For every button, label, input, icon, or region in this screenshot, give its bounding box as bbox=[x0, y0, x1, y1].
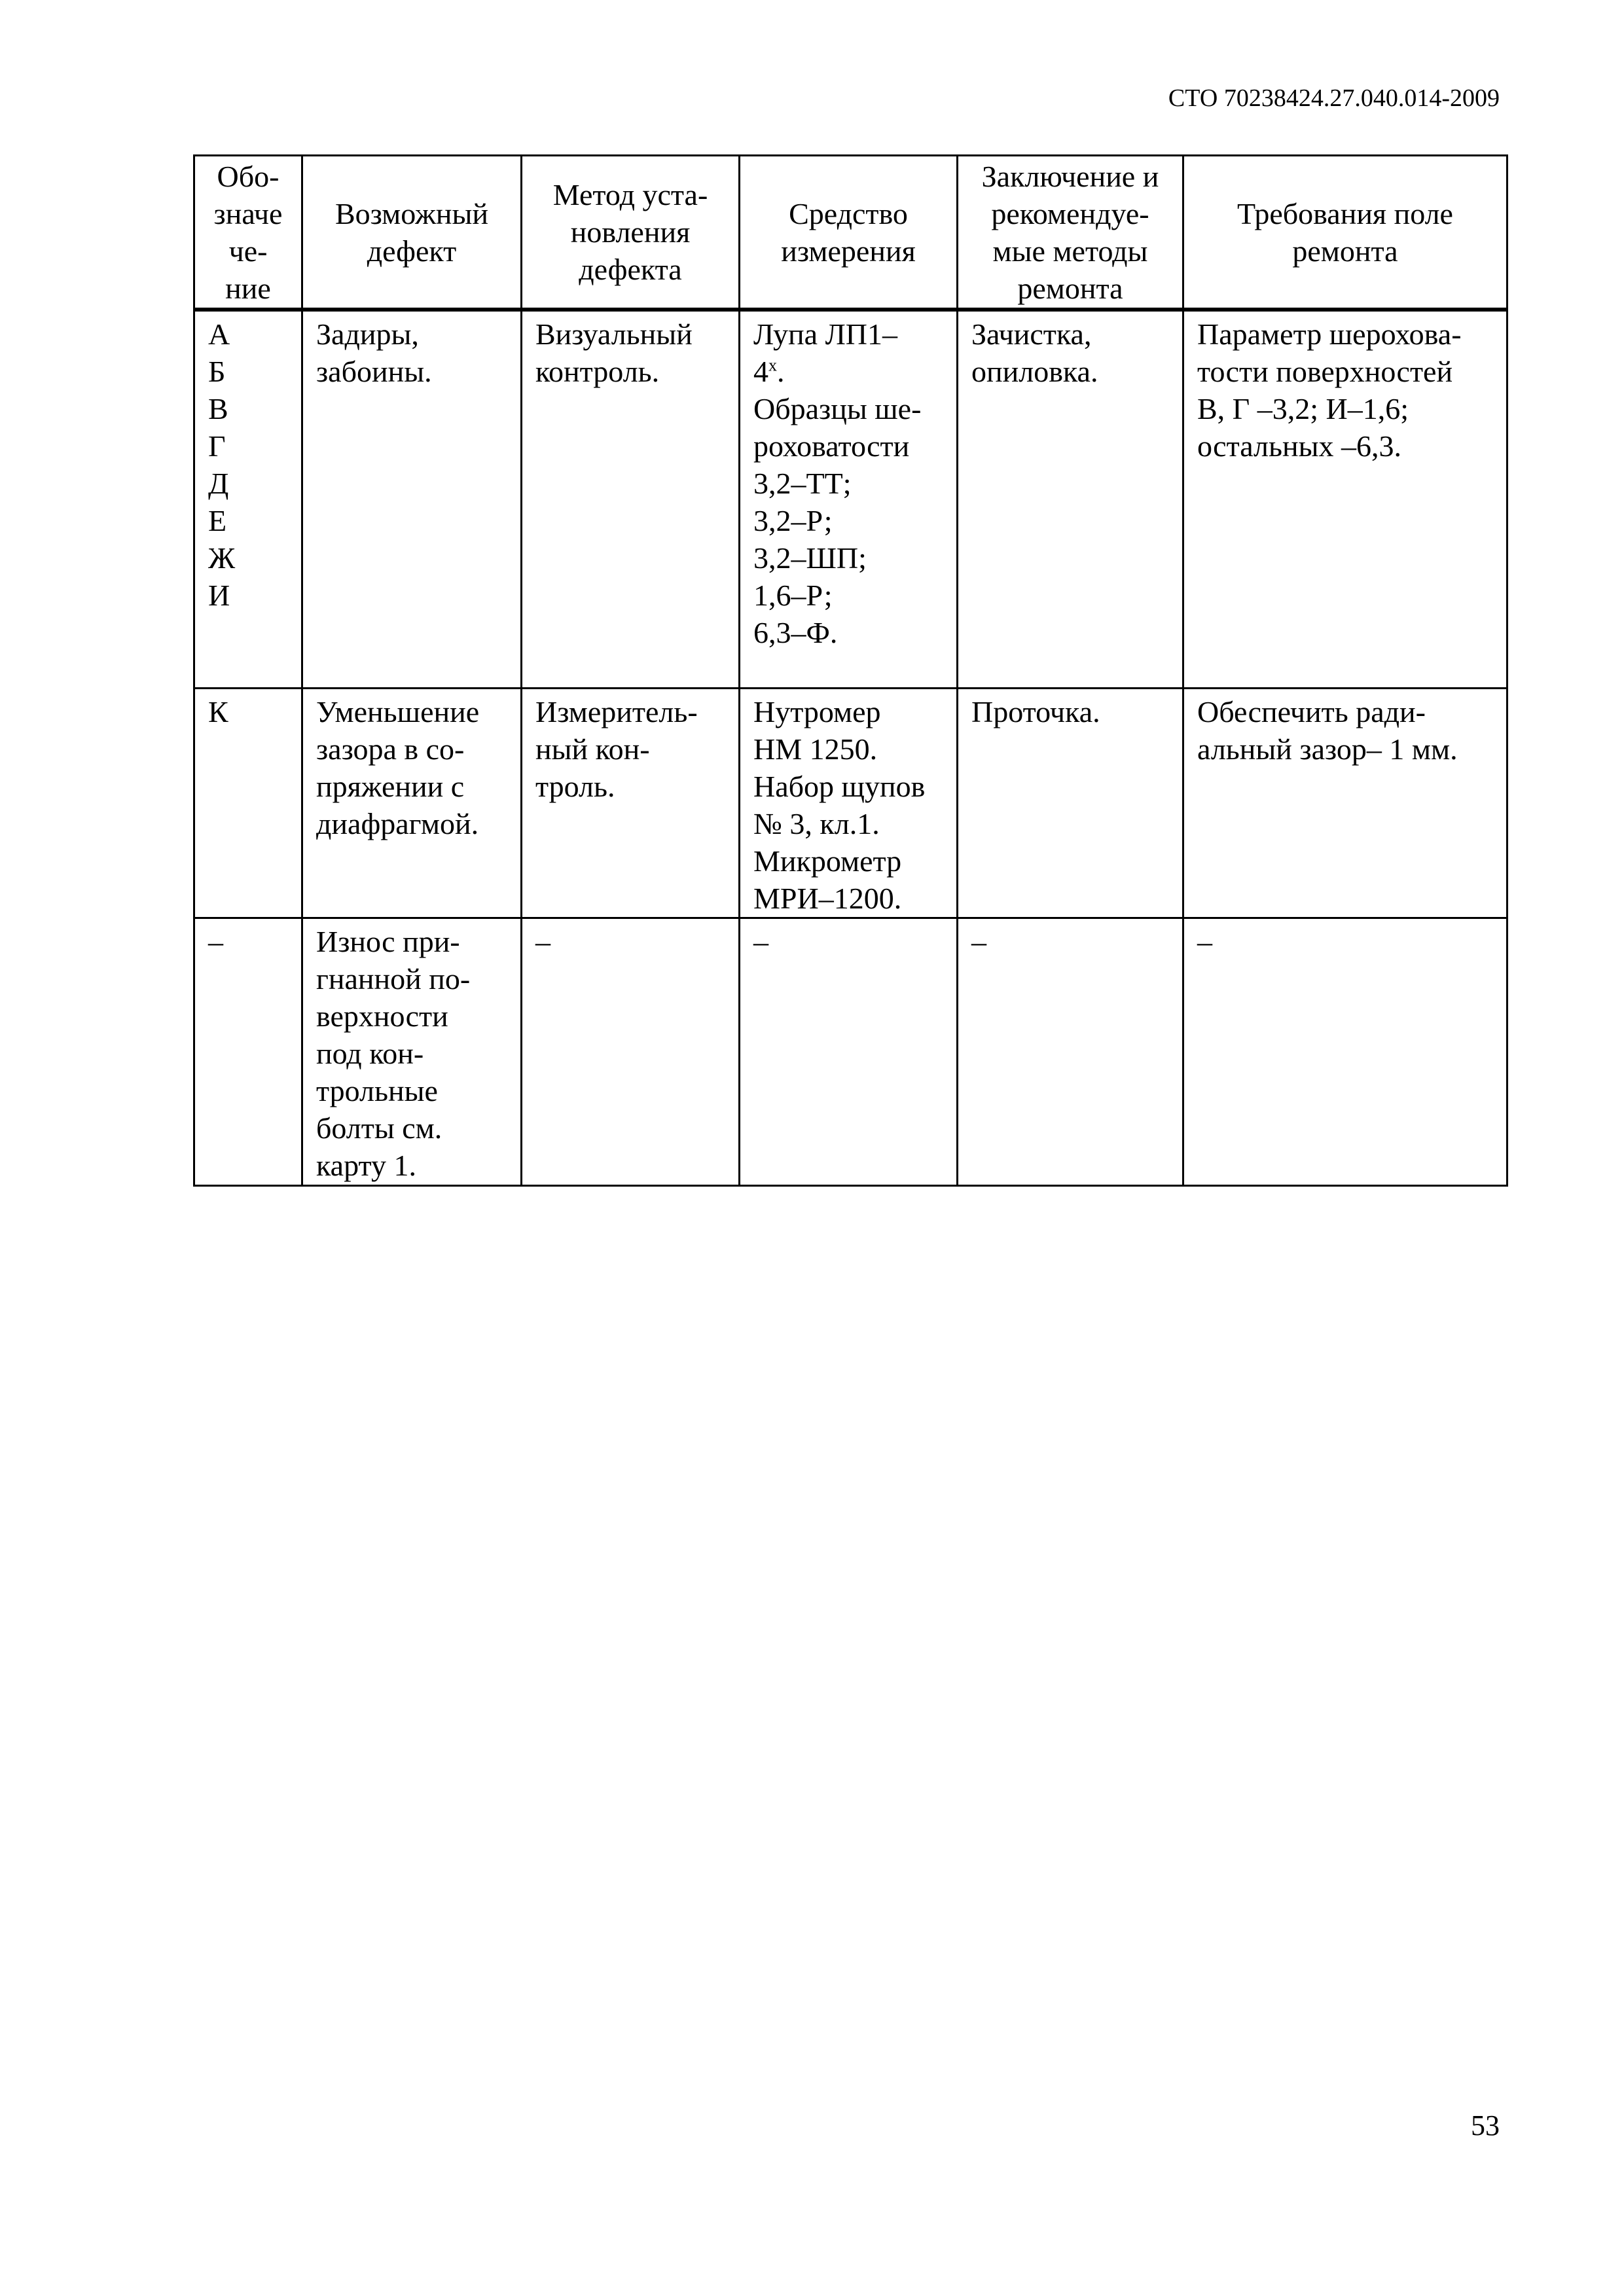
cell-repair: Проточка. bbox=[958, 689, 1183, 918]
cell-designation: К bbox=[194, 689, 302, 918]
table-row bbox=[194, 918, 1507, 1186]
cell-requirements: Обеспечить ради- альный зазор– 1 мм. bbox=[1183, 689, 1507, 918]
cell-defect: Износ при- гнанной по- верхности под кон- трольные болты см. карту 1. bbox=[302, 918, 522, 1186]
cell-designation: А Б В Г Д Е Ж И bbox=[194, 310, 302, 689]
column-header-defect: Возможный дефект bbox=[302, 156, 522, 310]
cell-requirements: – bbox=[1183, 918, 1507, 1186]
cell-tool: – bbox=[740, 918, 958, 1186]
tool-superscript: х bbox=[768, 355, 777, 375]
cell-method: Измеритель- ный кон- троль. bbox=[522, 689, 740, 918]
cell-repair: Зачистка, опиловка. bbox=[958, 310, 1183, 689]
column-header-designation: Обо- значе че- ние bbox=[194, 156, 302, 310]
table-header-row bbox=[194, 156, 1507, 310]
cell-requirements: Параметр шерохова- тости поверхностей В, Г –3,2; И–1,6; остальных –6,3. bbox=[1183, 310, 1507, 689]
column-header-requirements: Требования поле ремонта bbox=[1183, 156, 1507, 310]
cell-tool bbox=[740, 310, 958, 689]
table-row bbox=[194, 310, 1507, 689]
column-header-method: Метод уста- новления дефекта bbox=[522, 156, 740, 310]
column-header-repair: Заключение и рекомендуе- мые методы ремонта bbox=[958, 156, 1183, 310]
cell-method: – bbox=[522, 918, 740, 1186]
cell-defect: Уменьшение зазора в со- пряжении с диафрагмой. bbox=[302, 689, 522, 918]
document-code: СТО 70238424.27.040.014-2009 bbox=[1168, 84, 1500, 112]
tool-text-part2: . Образцы ше- роховатости 3,2–ТТ; 3,2–Р; 3,2–ШП; 1,6–Р; 6,3–Ф. bbox=[753, 355, 922, 649]
cell-method: Визуальный контроль. bbox=[522, 310, 740, 689]
cell-tool: Нутромер НМ 1250. Набор щупов № 3, кл.1. Микрометр МРИ–1200. bbox=[740, 689, 958, 918]
page-number: 53 bbox=[1471, 2109, 1500, 2142]
cell-designation: – bbox=[194, 918, 302, 1186]
table-row bbox=[194, 689, 1507, 918]
cell-repair: – bbox=[958, 918, 1183, 1186]
tool-text-part1: Лупа ЛП1– 4 bbox=[753, 317, 898, 388]
cell-defect: Задиры, забоины. bbox=[302, 310, 522, 689]
column-header-tool: Средство измерения bbox=[740, 156, 958, 310]
defects-table bbox=[193, 154, 1508, 1187]
